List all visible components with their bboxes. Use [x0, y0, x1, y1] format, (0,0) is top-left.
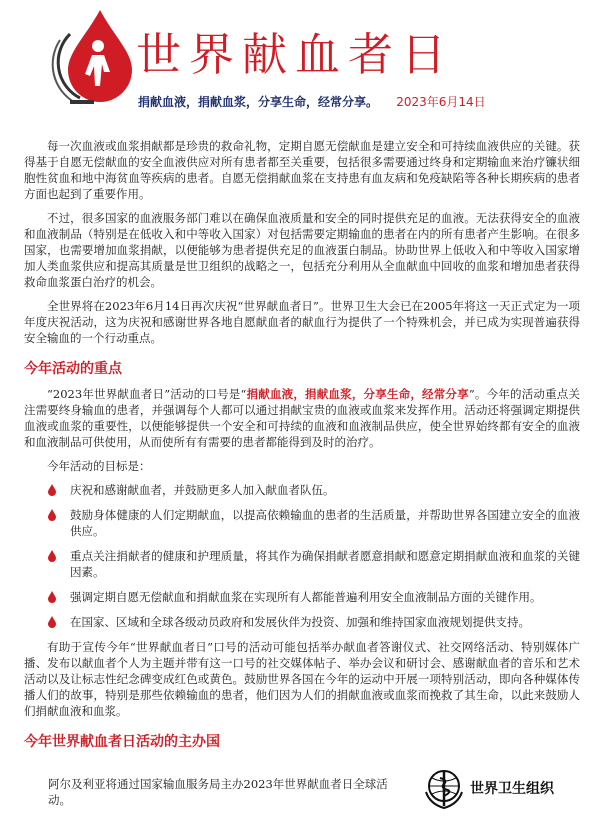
intro-paragraph-2: 不过，很多国家的血液服务部门难以在确保血液质量和安全的同时提供充足的血液。无法获得安全的血液和血液制品（特别是在低收入和中等收入国家）对包括需要定期输血的患者在内的所有患者产生影响。在很多国家，也需要增加血浆捐献，以便能够为患者提供充足的血液蛋白制品。协助世界上低收入和中等收入国家增加人类血浆供应和提高其质量是世卫组织的战略之一，包括充分利用从全血献血中回收的血浆和增加患者获得救命血浆蛋白治疗的机会。: [24, 211, 580, 289]
goals-intro: 今年活动的目标是：: [47, 459, 151, 473]
focus-paragraph-1: “2023年世界献血者日”活动的口号是“捐献血液，捐献血浆，分享生命，经常分享”。今年的活动重点关注需要终身输血的患者，并强调每个人都可以通过捐献宝贵的血液或血浆来发挥作用。活动还将强调定期提供血液或血浆的重要性，以便能够提供一个安全和可持续的血液和血液制品供应，使全世界始终都有安全的血液和血液制品可供使用，从而使所有有需要的患者都能得到及时的治疗。: [24, 387, 581, 449]
section-heading-host: 今年世界献血者日活动的主办国: [24, 734, 220, 750]
page-title: 世界献血者日: [136, 28, 455, 81]
who-name: 世界卫生组织: [470, 781, 554, 797]
world-blood-donor-day-logo: [40, 6, 140, 106]
event-date: 2023年6月14日: [396, 95, 486, 109]
header-subline: [138, 93, 486, 110]
list-item: 重点关注捐献者的健康和护理质量，将其作为确保捐献者愿意捐献和愿意定期捐献血液和血浆的关键因素。: [24, 548, 580, 580]
host-paragraph: 阿尔及利亚将通过国家输血服务局主办2023年世界献血者日全球活动。: [48, 777, 388, 807]
campaign-slogan: 捐献血液，捐献血浆，分享生命，经常分享: [246, 387, 469, 401]
intro-paragraph-3: 全世界将在2023年6月14日再次庆祝“世界献血者日”。世界卫生大会已在2005年将这一天正式定为一项年度庆祝活动，这为庆祝和感谢世界各地自愿献血者的献血行为提供了一个特殊机会，并已成为实现普遍获得安全输血的一个行动重点。: [24, 299, 580, 345]
list-item: 强调定期自愿无偿献血和捐献血浆在实现所有人都能普遍利用安全血液制品方面的关键作用。: [24, 589, 580, 605]
main-content: [24, 138, 580, 759]
list-item: 鼓励身体健康的人们定期献血，以提高依赖输血的患者的生活质量，并帮助世界各国建立安全的血液供应。: [24, 507, 580, 539]
list-item: 在国家、区域和全球各级动员政府和发展伙伴为投资、加强和维持国家血液规划提供支持。: [24, 614, 580, 630]
intro-paragraph-1: 每一次血液或血浆捐献都是珍贵的救命礼物，定期自愿无偿献血是建立安全和可持续血液供应的关键。获得基于自愿无偿献血的安全血液供应对所有患者都至关重要，包括很多需要通过终身和定期输血来治疗镰状细胞性贫血和地中海贫血等疾病的患者。自愿无偿捐献血浆在支持患有血友病和免疫缺陷等各种长期疾病的患者方面也起到了重要作用。: [24, 139, 580, 201]
list-item: 庆祝和感谢献血者，并鼓励更多人加入献血者队伍。: [24, 482, 580, 498]
focus-paragraph-2: 有助于宣传今年“世界献血者日”口号的活动可能包括举办献血者答谢仪式、社交网络活动、特别媒体广播、发布以献血者个人为主题并带有这一口号的社交媒体帖子、举办会议和研讨会、感谢献血者的音乐和艺术活动以及让标志性纪念碑变成红色或黄色。鼓励世界各国在今年的运动中开展一项特别活动，即向各种媒体传播人们的故事，特别是那些依赖输血的患者，他们因为人们的捐献血液或血浆而挽救了其生命，以此来鼓励人们捐献血液和血浆。: [24, 640, 580, 718]
slogan: 捐献血液，捐献血浆，分享生命，经常分享。: [138, 95, 379, 109]
goals-list: [24, 482, 580, 630]
blood-drop-icon: [48, 616, 56, 628]
who-emblem-icon: [422, 766, 466, 810]
blood-drop-icon: [48, 591, 56, 603]
blood-drop-icon: [48, 550, 56, 562]
section-heading-focus: 今年活动的重点: [24, 361, 122, 377]
who-logo: [422, 766, 554, 810]
blood-drop-icon: [48, 484, 56, 496]
blood-drop-icon: [48, 509, 56, 521]
